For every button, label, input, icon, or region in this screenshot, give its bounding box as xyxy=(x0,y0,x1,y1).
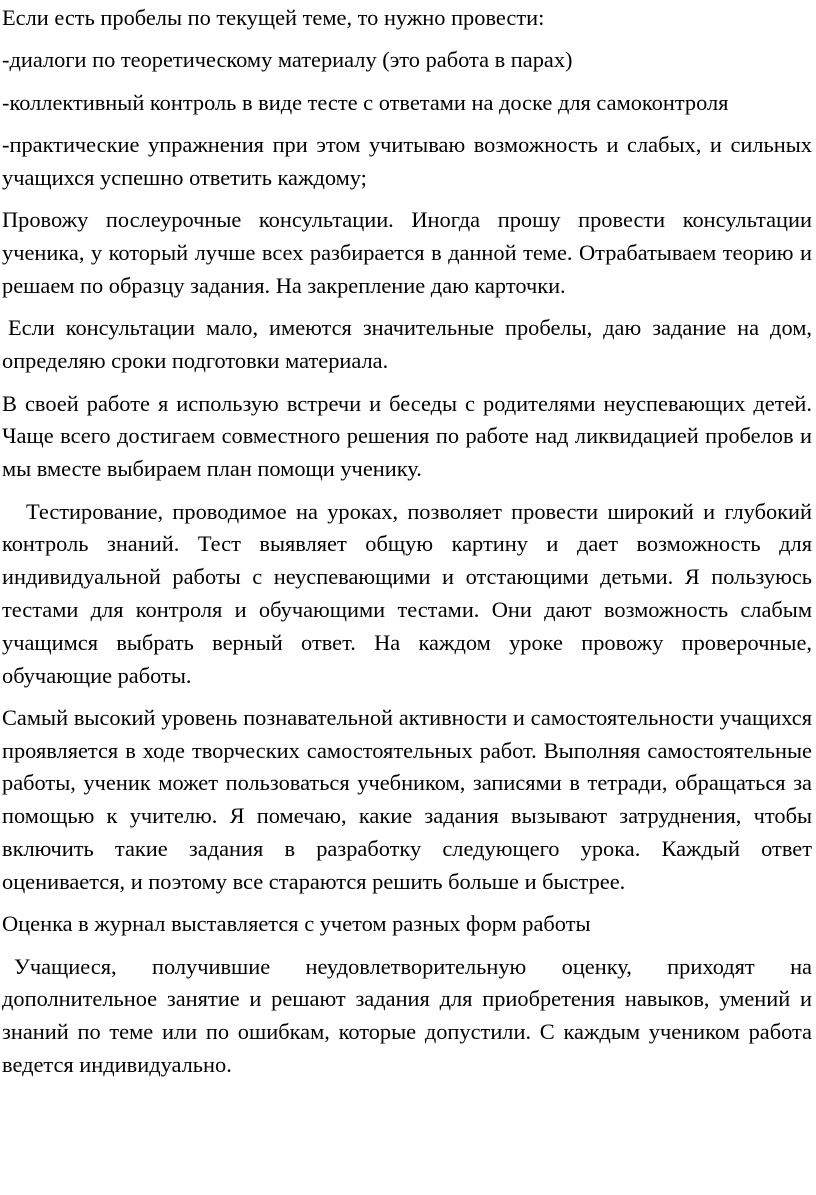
paragraph-dialogues: -диалоги по теоретическому материалу (это работа в парах) xyxy=(2,47,573,73)
paragraph-practical-exercises: -практические упражнения при этом учитываю возможность и слабых, и сильных учащихся успешно ответить каждому; xyxy=(2,132,812,190)
paragraph-extra-lessons: Учащиеся, получившие неудовлетворительную оценку, приходят на дополнительное занятие и решают задания для приобретения навыков, умений и знаний по теме или по ошибкам, которые допустили. С каждым учеником работа ведется индивидуально. xyxy=(2,953,812,1078)
paragraph-consultations: Провожу послеурочные консультации. Иногда прошу провести консультации ученика, у который лучше всех разбирается в данной теме. Отрабатываем теорию и решаем по образцу задания. На закрепление даю карточки. xyxy=(2,207,812,298)
paragraph-grading: Оценка в журнал выставляется с учетом разных форм работы xyxy=(2,911,591,937)
paragraph-collective-control: -коллективный контроль в виде тесте с ответами на доске для самоконтроля xyxy=(2,89,729,115)
paragraph-intro: Если есть пробелы по текущей теме, то нужно провести: xyxy=(2,5,545,30)
paragraph-parents: В своей работе я использую встречи и беседы с родителями неуспевающих детей. Чаще всего достигаем совместного решения по работе над ликвидацией пробелов и мы вместе выбираем план помощи ученику. xyxy=(2,390,812,482)
paragraph-independent-work: Самый высокий уровень познавательной активности и самостоятельности учащихся проявляется в ходе творческих самостоятельных работ. Выполняя самостоятельные работы, ученик может пользоваться учебником, записями в тетради, обращаться за помощью к учителю. Я помечаю, какие задания вызывают затруднения, чтобы включить такие задания в разработку следующего урока. Каждый ответ оценивается, и поэтому все стараются решить больше и быстрее. xyxy=(2,704,812,894)
paragraph-testing: Тестирование, проводимое на уроках, позволяет провести широкий и глубокий контроль знаний. Тест выявляет общую картину и дает возможность для индивидуальной работы с неуспевающими и отстающими детьми. Я пользуюсь тестами для контроля и обучающими тестами. Они дают возможность слабым учащимся выбрать верный ответ. На каждом уроке провожу проверочные, обучающие работы. xyxy=(2,498,812,688)
paragraph-homework: Если консультации мало, имеются значительные пробелы, даю задание на дом, определяю сроки подготовки материала. xyxy=(2,315,812,374)
